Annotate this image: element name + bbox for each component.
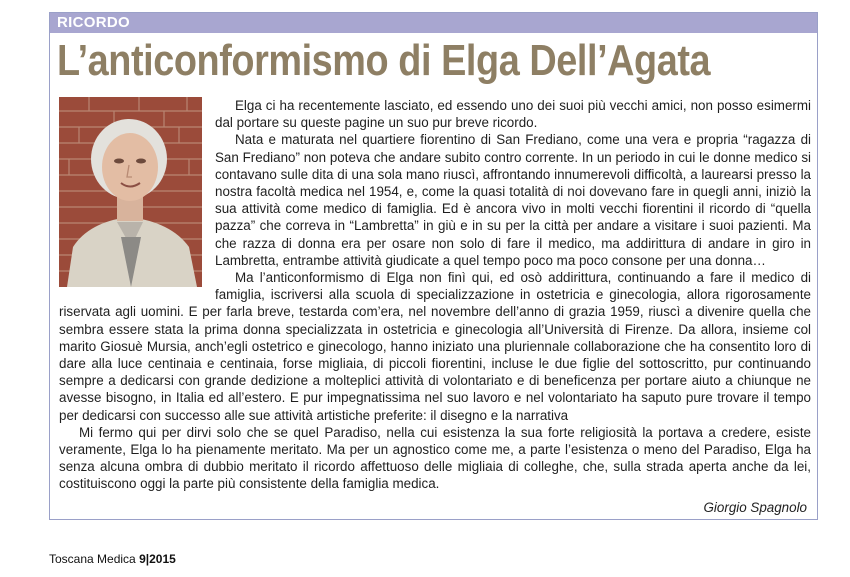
paragraph-3: Ma l’anticonformismo di Elga non finì qui, ed osò addirittura, continuando a fare il medico di famiglia, iscriversi alla scuola di specializzazione in ostetricia e ginecologia, allora rigorosamente riservata agli uomini. E per farla breve, testarda com’era, nel novembre dell’anno di grazia 1959, riuscì a divenire quella che sembra essere stata la prima donna specializzata in ostetricia e ginecologia all’Università di Firenze. Da allora, insieme col marito Giosuè Mursia, anch’egli ostetrico e ginecologo, hanno iniziato una pluriennale collaborazione che ha consentito loro di dare alla luce centinaia e centinaia, forse migliaia, di piccoli fiorentini, incluse le due figlie del sottoscritto, pur continuando sempre a dedicarsi con grande dedizione a molteplici attività di volontariato e di beneficenza per portare aiuto a chiunque ne avesse bisogno, in Italia ed all’estero. E pur impegnatissima nel suo lavoro e nel volontariato ha saputo pure trovare il tempo per dedicarsi con successo alle sue attività artistiche preferite: il disegno e la narrativa bbox=[59, 270, 811, 423]
publication-name: Toscana Medica bbox=[49, 552, 136, 566]
section-label: RICORDO bbox=[57, 14, 130, 31]
paragraph-2: Nata e maturata nel quartiere fiorentino di San Frediano, come una vera e propria “ragazza di San Frediano” non poteva che andare subito contro corrente. In un periodo in cui le donne medico si contavano sulle dita di una sola mano riuscì, affrontando innumerevoli difficoltà, a laurearsi presso la nostra facoltà medica nel 1954, e, come la quasi totalità di noi dovevano fare in quegli anni, iniziò la sua attività come medico di famiglia. Ed è ancora vivo in molti vecchi fiorentini il ricordo di “quella pazza” che correva in “Lambretta” in giù e in su per la città per andare a visitare i suoi pazienti. Ma che razza di donna era per osare non solo di fare il medico, ma addirittura di andare in giro in Lambretta, entrambe attività giudicate a quel tempo poco ma poco consone per una donna… bbox=[215, 132, 811, 268]
headline: L’anticonformismo di Elga Dell’Agata bbox=[57, 36, 711, 85]
article-body bbox=[59, 97, 811, 493]
paragraph-4: Mi fermo qui per dirvi solo che se quel Paradiso, nella cui esistenza la sua forte religiosità la portava a credere, esiste veramente, Elga lo ha pienamente meritato. Ma per un agnostico come me, a parte l’esistenza o meno del Paradiso, Elga ha senza alcuna ombra di dubbio meritato il ricordo affettuoso delle migliaia di colleghe, che, sulla strada aperta anche da lei, costituiscono oggi la parte più consistente della famiglia medica. bbox=[59, 424, 811, 492]
author-signature: Giorgio Spagnolo bbox=[703, 500, 807, 515]
section-band bbox=[50, 13, 817, 33]
page-footer bbox=[49, 552, 176, 566]
paragraph-1: Elga ci ha recentemente lasciato, ed essendo uno dei suoi più vecchi amici, non posso esimermi dal portare su queste pagine un suo pur breve ricordo. bbox=[215, 98, 811, 131]
photo-spacer bbox=[59, 97, 215, 292]
issue-number: 9|2015 bbox=[139, 552, 176, 566]
article-box bbox=[49, 12, 818, 520]
